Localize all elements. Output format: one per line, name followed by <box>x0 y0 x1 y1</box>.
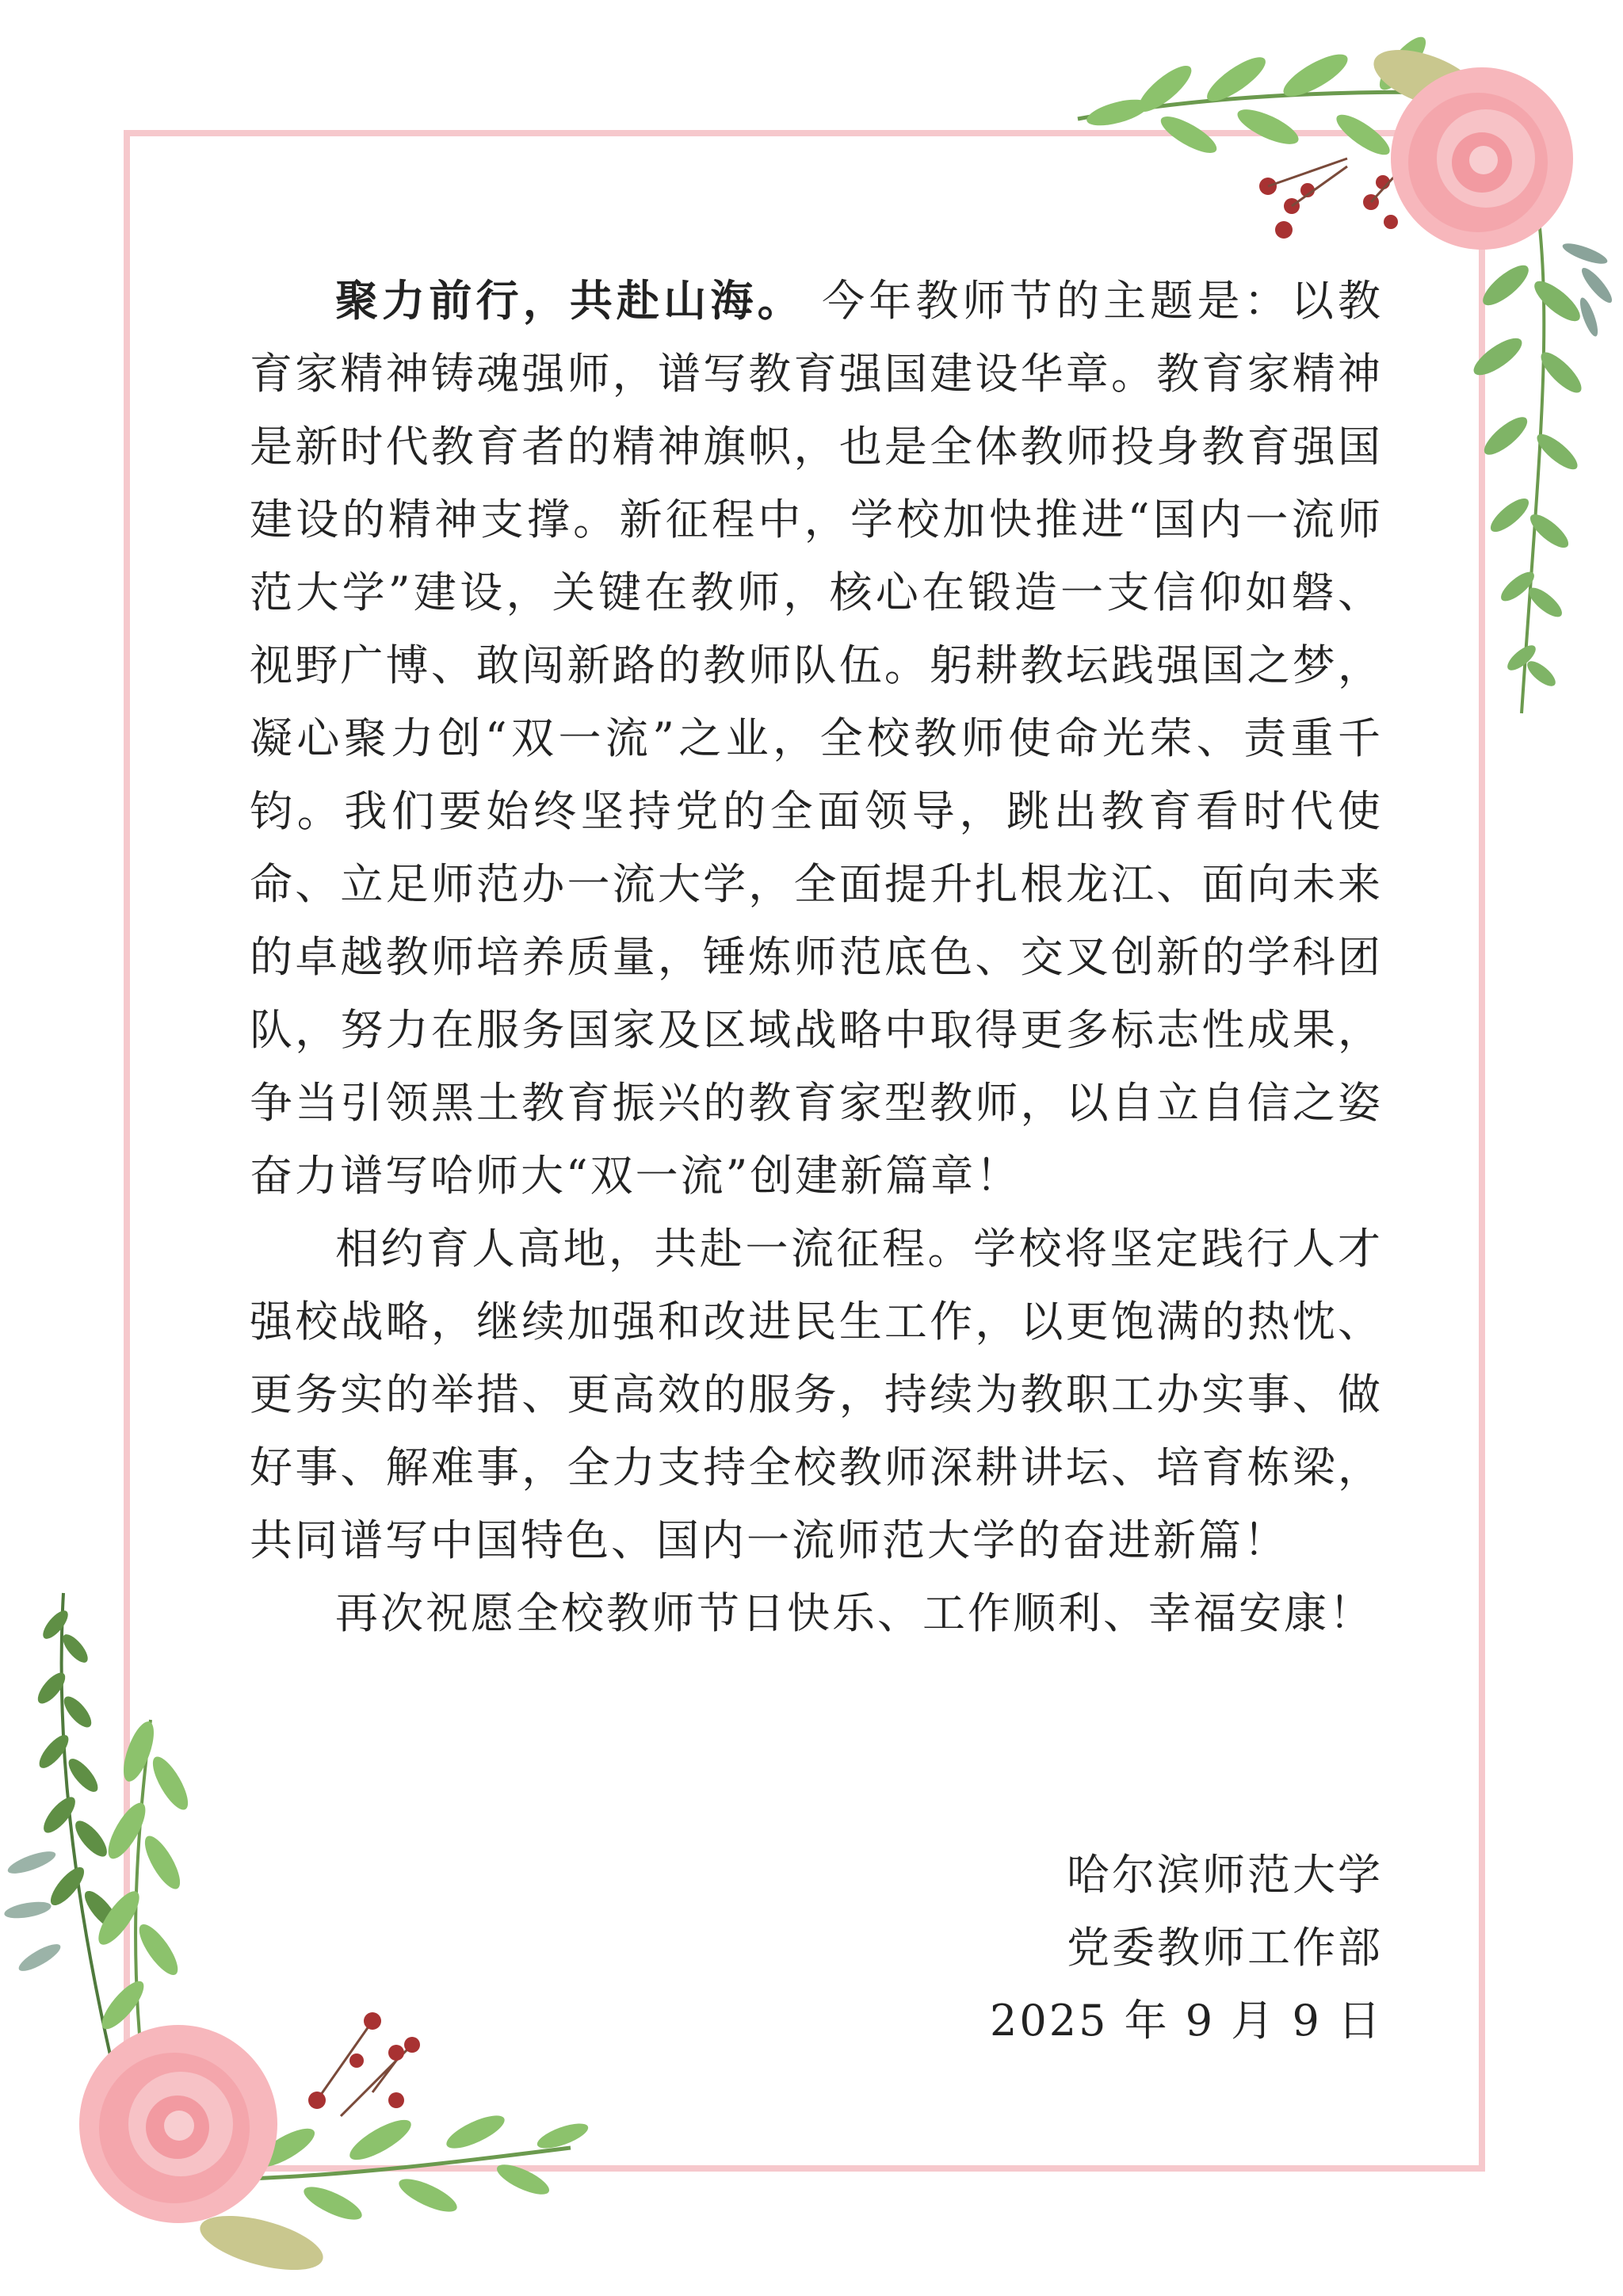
signature-block <box>963 1839 1383 2057</box>
signature-date: 2025 年 9 月 9 日 <box>990 1996 1383 2046</box>
paragraph-3: 再次祝愿全校教师节日快乐、工作顺利、幸福安康！ <box>335 1588 1374 1638</box>
paragraph-1 <box>250 265 1383 1213</box>
letter-body <box>250 265 1383 1650</box>
paragraph-1-body: 今年教师节的主题是：以教育家精神铸魂强师，谱写教育强国建设华章。教育家精神是新时代教育者的精神旗帜，也是全体教师投身教育强国建设的精神支撑。新征程中，学校加快推进“国内一流师范大学”建设，关键在教师，核心在锻造一支信仰如磐、视野广博、敢闯新路的教师队伍。躬耕教坛践强国之梦，凝心聚力创“双一流”之业，全校教师使命光荣、责重千钧。我们要始终坚持党的全面领导，跳出教育看时代使命、立足师范办一流大学，全面提升扎根龙江、面向未来的卓越教师培养质量，锤炼师范底色、交叉创新的学科团队，努力在服务国家及区域战略中取得更多标志性成果，争当引领黑土教育振兴的教育家型教师，以自立自信之姿奋力谱写哈师大“双一流”创建新篇章！ <box>250 276 1384 1201</box>
paragraph-1-lead: 聚力前行，共赴山海。 <box>335 276 804 326</box>
signature-organization: 哈尔滨师范大学 <box>1067 1850 1383 1900</box>
signature-department: 党委教师工作部 <box>1067 1923 1383 1973</box>
paragraph-2: 相约育人高地，共赴一流征程。学校将坚定践行人才强校战略，继续加强和改进民生工作，以更饱满的热忱、更务实的举措、更高效的服务，持续为教职工办实事、做好事、解难事，全力支持全校教师深耕讲坛、培育栋梁，共同谱写中国特色、国内一流师范大学的奋进新篇！ <box>250 1224 1383 1565</box>
floral-decoration-bottom-left <box>0 1577 618 2296</box>
